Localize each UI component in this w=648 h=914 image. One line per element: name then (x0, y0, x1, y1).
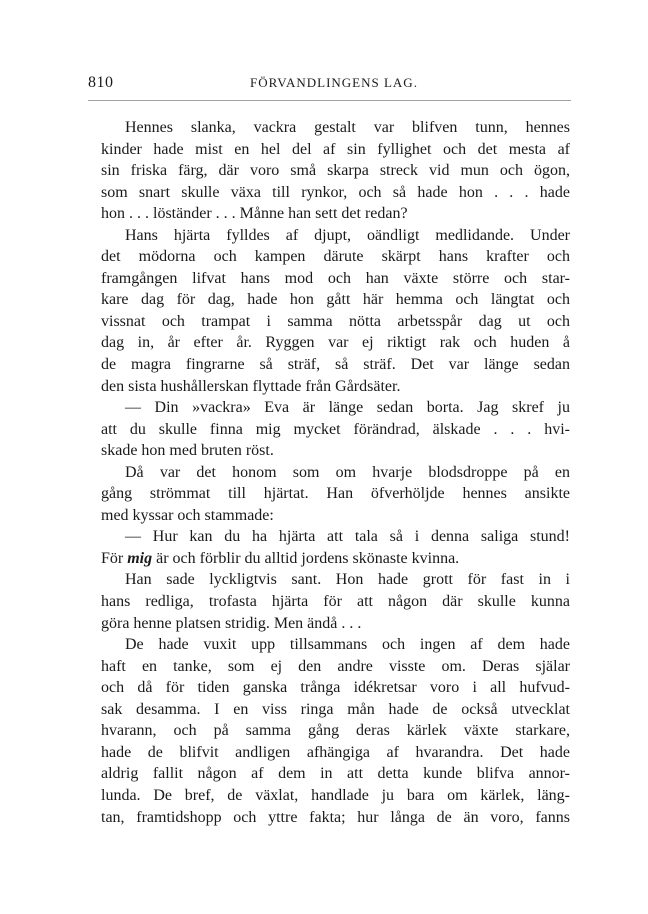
text-line: framgången lifvat hans mod och han växte större och star- (101, 269, 570, 287)
text-line: sak desamma. I en viss ringa mån hade de också utvecklat (101, 700, 570, 718)
text-line: Han sade lyckligtvis sant. Hon hade grott för fast in i (125, 571, 570, 589)
emphasized-word: mig (127, 549, 153, 567)
text-line: hvarann, och på samma gång deras kärlek växte starkare, (101, 722, 570, 740)
text-line: vissnat och trampat i samma nötta arbetsspår dag ut och (101, 312, 570, 330)
text-line: — Din »vackra» Eva är länge sedan borta. Jag skref ju (125, 399, 570, 417)
text-line: kinder hade mist en hel del af sin fyllighet och det mesta af (101, 140, 570, 158)
body-text (101, 117, 570, 828)
text-line (101, 548, 570, 570)
header-rule (88, 100, 571, 101)
text-segment: För (101, 549, 128, 567)
text-line: och då för tiden ganska trånga idékretsar voro i all hufvud- (101, 679, 570, 697)
text-line: de magra fingrarne så sträf, så sträf. Det var länge sedan (101, 356, 570, 374)
text-line: haft en tanke, som ej den andre visste om. Deras själar (101, 657, 570, 675)
text-line: Hennes slanka, vackra gestalt var blifven tunn, hennes (125, 119, 570, 136)
text-line: hans redliga, trofasta hjärta för att någon där skulle kunna (101, 593, 570, 611)
text-line: Då var det honom som om hvarje blodsdroppe på en (125, 463, 570, 481)
running-title: FÖRVANDLINGENS LAG. (250, 75, 418, 90)
text-line: det mödorna och kampen därute skärpt hans krafter och (101, 248, 570, 266)
text-line: Hans hjärta fylldes af djupt, oändligt medlidande. Under (125, 226, 570, 244)
text-segment: är och förblir du alltid jordens skönaste kvinna. (152, 549, 460, 567)
text-line: skade hon med bruten röst. (101, 442, 274, 460)
text-line: aldrig fallit någon af dem in att detta kunde blifva annor- (101, 765, 570, 783)
text-line: hon . . . löständer . . . Månne han sett det redan? (101, 205, 408, 223)
text-line: De hade vuxit upp tillsammans och ingen af dem hade (125, 636, 570, 654)
text-line: kare dag för dag, hade hon gått här hemma och längtat och (101, 291, 570, 309)
text-line: den sista hushållerskan flyttade från Gårdsäter. (101, 377, 401, 395)
page-number: 810 (88, 74, 114, 91)
text-line: göra henne platsen stridig. Men ändå . . . (101, 614, 362, 632)
running-head (88, 74, 571, 96)
text-line: med kyssar och stammade: (101, 506, 274, 524)
text-line: — Hur kan du ha hjärta att tala så i denna saliga stund! (125, 528, 570, 546)
text-line: att du skulle finna mig mycket förändrad, älskade . . . hvi- (101, 420, 570, 438)
text-line: hade de blifvit andligen afhängiga af hvarandra. Det hade (101, 743, 570, 761)
text-line: gång strömmat till hjärtat. Han öfverhöljde hennes ansikte (101, 485, 570, 503)
text-line: lunda. De bref, de växlat, handlade ju bara om kärlek, läng- (101, 786, 570, 804)
text-line: dag in, år efter år. Ryggen var ej riktigt rak och huden å (101, 334, 570, 352)
text-line: sin friska färg, där voro små skarpa streck vid mun och ögon, (101, 162, 570, 180)
text-line: som snart skulle växa till rynkor, och så hade hon . . . hade (101, 183, 570, 201)
text-line: tan, framtidshopp och yttre fakta; hur långa de än voro, fanns (101, 808, 570, 826)
